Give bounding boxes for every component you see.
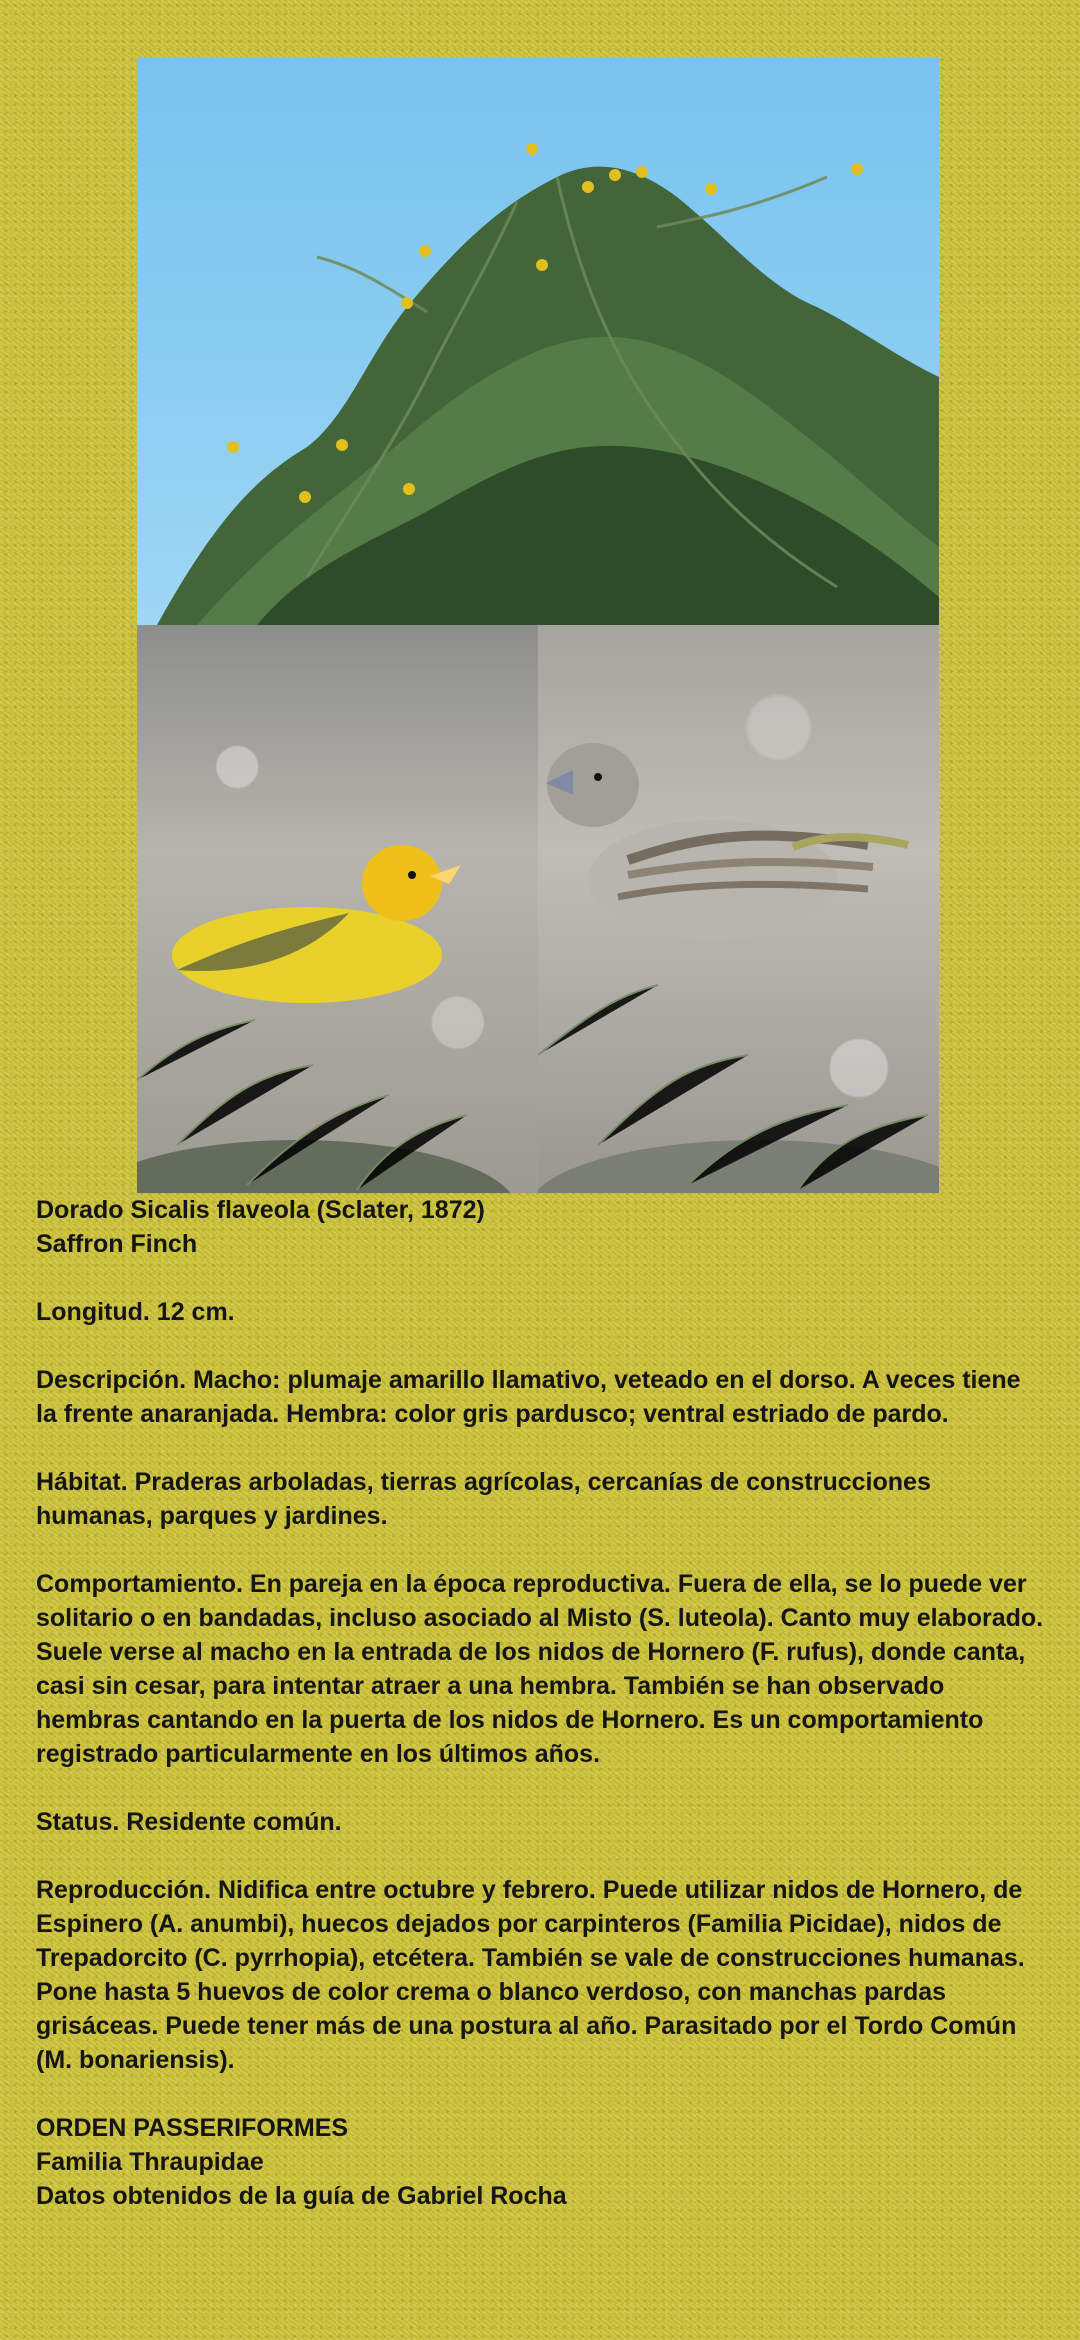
description-text: Descripción. Macho: plumaje amarillo llamativo, veteado en el dorso. A veces tiene la frente anaranjada. Hembra: color gris pardusco; ventral estriado de pardo. [36, 1366, 1021, 1428]
spacer [36, 1431, 1044, 1465]
photo-tree-birds [137, 57, 939, 625]
photo-female-saffron-finch [538, 625, 939, 1193]
spacer [36, 1771, 1044, 1805]
photo-collage [137, 57, 939, 1193]
species-text [36, 1193, 1044, 2213]
spacer [36, 1839, 1044, 1873]
source-text: Datos obtenidos de la guía de Gabriel Rocha [36, 2182, 567, 2210]
spacer [36, 1329, 1044, 1363]
behavior-text: Comportamiento. En pareja en la época reproductiva. Fuera de ella, se lo puede ver solitario o en bandadas, incluso asociado al Misto (S. luteola). Canto muy elaborado. Suele verse al macho en la entrada de los nidos de Hornero (F. rufus), donde canta, casi sin cesar, para intentar atraer a una hembra. También se han observado hembras cantando en la puerta de los nidos de Hornero. Es un comportamiento registrado particularmente en los últimos años. [36, 1570, 1044, 1768]
family-text: Familia Thraupidae [36, 2148, 264, 2176]
length-text: Longitud. 12 cm. [36, 1298, 235, 1326]
title-line: Dorado Sicalis flaveola (Sclater, 1872) [36, 1196, 485, 1224]
subtitle-line: Saffron Finch [36, 1230, 198, 1258]
spacer [36, 1533, 1044, 1567]
spacer [36, 1261, 1044, 1295]
spacer [36, 2077, 1044, 2111]
status-text: Status. Residente común. [36, 1808, 342, 1836]
habitat-text: Hábitat. Praderas arboladas, tierras agrícolas, cercanías de construcciones humanas, parques y jardines. [36, 1468, 931, 1530]
order-text: ORDEN PASSERIFORMES [36, 2114, 349, 2142]
reproduction-text: Reproducción. Nidifica entre octubre y febrero. Puede utilizar nidos de Hornero, de Espinero (A. anumbi), huecos dejados por carpinteros (Familia Picidae), nidos de Trepadorcito (C. pyrrhopia), etcétera. También se vale de construcciones humanas. Pone hasta 5 huevos de color crema o blanco verdoso, con manchas pardas grisáceas. Puede tener más de una postura al año. Parasitado por el Tordo Común (M. bonariensis). [36, 1876, 1025, 2074]
photo-male-saffron-finch [137, 625, 538, 1193]
